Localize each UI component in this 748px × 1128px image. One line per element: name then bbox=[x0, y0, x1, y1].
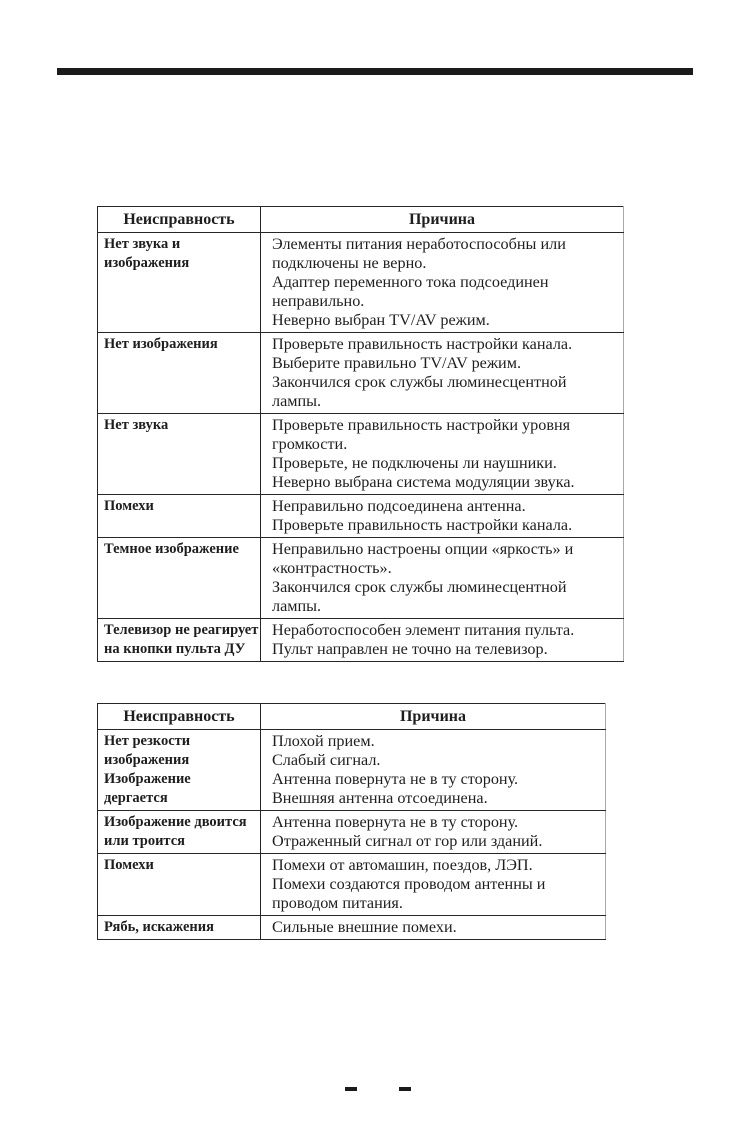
cause-line: Пульт направлен не точно на телевизор. bbox=[272, 640, 548, 658]
cause-line: Помехи создаются проводом антенны и bbox=[272, 875, 546, 893]
fault-line: Изображение bbox=[104, 771, 191, 787]
table-row bbox=[98, 495, 624, 538]
table-row bbox=[98, 414, 624, 495]
cause-line: Сильные внешние помехи. bbox=[272, 918, 457, 936]
fault-line: Изображение двоится bbox=[104, 814, 247, 830]
table-row bbox=[98, 233, 624, 333]
cause-line: лампы. bbox=[272, 392, 322, 410]
fault-line: Рябь, искажения bbox=[104, 919, 214, 935]
cause-line: Неправильно подсоединена антенна. bbox=[272, 497, 526, 515]
fault-line: или троится bbox=[104, 833, 186, 849]
cause-line: Внешняя антенна отсоединена. bbox=[272, 789, 488, 807]
footer-dash-left bbox=[345, 1087, 357, 1091]
table-row bbox=[98, 538, 624, 619]
cause-line: лампы. bbox=[272, 597, 322, 615]
cause-line: Отраженный сигнал от гор или зданий. bbox=[272, 832, 543, 850]
fault-line: Темное изображение bbox=[104, 541, 239, 557]
table-row bbox=[98, 811, 606, 854]
cause-line: Неправильно настроены опции «яркость» и bbox=[272, 540, 574, 558]
cause-cell bbox=[261, 495, 624, 538]
table-row bbox=[98, 333, 624, 414]
cause-line: Проверьте правильность настройки канала. bbox=[272, 335, 573, 353]
table-row bbox=[98, 730, 606, 811]
fault-line: Помехи bbox=[104, 498, 154, 514]
footer-dash-right bbox=[399, 1087, 411, 1091]
cause-line: неправильно. bbox=[272, 292, 365, 310]
cause-cell bbox=[261, 916, 606, 940]
fault-line: Телевизор не реагирует bbox=[104, 622, 259, 638]
cause-line: Закончился срок службы люминесцентной bbox=[272, 578, 567, 596]
cause-cell bbox=[261, 538, 624, 619]
column-header-cause: Причина bbox=[261, 704, 606, 730]
fault-cell bbox=[98, 538, 261, 619]
troubleshooting-table-1 bbox=[97, 206, 624, 662]
fault-cell bbox=[98, 414, 261, 495]
cause-line: Неверно выбрана система модуляции звука. bbox=[272, 473, 575, 491]
cause-line: Проверьте правильность настройки канала. bbox=[272, 516, 573, 534]
fault-line: изображения bbox=[104, 752, 190, 768]
cause-line: громкости. bbox=[272, 435, 348, 453]
column-header-fault: Неисправность bbox=[98, 207, 261, 233]
cause-line: Элементы питания неработоспособны или bbox=[272, 235, 566, 253]
fault-line: Нет резкости bbox=[104, 733, 191, 749]
fault-line: на кнопки пульта ДУ bbox=[104, 641, 246, 657]
cause-line: подключены не верно. bbox=[272, 254, 427, 272]
table-row bbox=[98, 854, 606, 916]
header-row bbox=[98, 207, 624, 233]
fault-cell bbox=[98, 333, 261, 414]
fault-cell bbox=[98, 811, 261, 854]
cause-cell bbox=[261, 854, 606, 916]
cause-line: Закончился срок службы люминесцентной bbox=[272, 373, 567, 391]
troubleshooting-table-2 bbox=[97, 703, 606, 940]
cause-line: Адаптер переменного тока подсоединен bbox=[272, 273, 549, 291]
cause-cell bbox=[261, 811, 606, 854]
fault-line: Нет изображения bbox=[104, 336, 218, 352]
fault-line: Помехи bbox=[104, 857, 154, 873]
fault-line: Нет звука и bbox=[104, 236, 181, 252]
fault-cell bbox=[98, 495, 261, 538]
cause-cell bbox=[261, 619, 624, 662]
cause-line: «контрастность». bbox=[272, 559, 392, 577]
column-header-cause: Причина bbox=[261, 207, 624, 233]
header-row bbox=[98, 704, 606, 730]
fault-line: дергается bbox=[104, 790, 168, 806]
top-rule bbox=[57, 68, 693, 75]
fault-cell bbox=[98, 730, 261, 811]
cause-line: Плохой прием. bbox=[272, 732, 375, 750]
fault-cell bbox=[98, 854, 261, 916]
fault-cell bbox=[98, 619, 261, 662]
table-row bbox=[98, 619, 624, 662]
fault-line: Нет звука bbox=[104, 417, 169, 433]
cause-cell bbox=[261, 414, 624, 495]
cause-line: Слабый сигнал. bbox=[272, 751, 381, 769]
cause-line: Неверно выбран TV/AV режим. bbox=[272, 311, 490, 329]
fault-cell bbox=[98, 916, 261, 940]
cause-cell bbox=[261, 233, 624, 333]
cause-cell bbox=[261, 730, 606, 811]
cause-line: Выберите правильно TV/AV режим. bbox=[272, 354, 521, 372]
column-header-fault: Неисправность bbox=[98, 704, 261, 730]
cause-line: Проверьте правильность настройки уровня bbox=[272, 416, 571, 434]
cause-line: Неработоспособен элемент питания пульта. bbox=[272, 621, 575, 639]
cause-cell bbox=[261, 333, 624, 414]
cause-line: Помехи от автомашин, поездов, ЛЭП. bbox=[272, 856, 533, 874]
cause-line: проводом питания. bbox=[272, 894, 403, 912]
cause-line: Антенна повернута не в ту сторону. bbox=[272, 813, 519, 831]
fault-line: изображения bbox=[104, 255, 190, 271]
fault-cell bbox=[98, 233, 261, 333]
table-row bbox=[98, 916, 606, 940]
cause-line: Антенна повернута не в ту сторону. bbox=[272, 770, 519, 788]
cause-line: Проверьте, не подключены ли наушники. bbox=[272, 454, 557, 472]
